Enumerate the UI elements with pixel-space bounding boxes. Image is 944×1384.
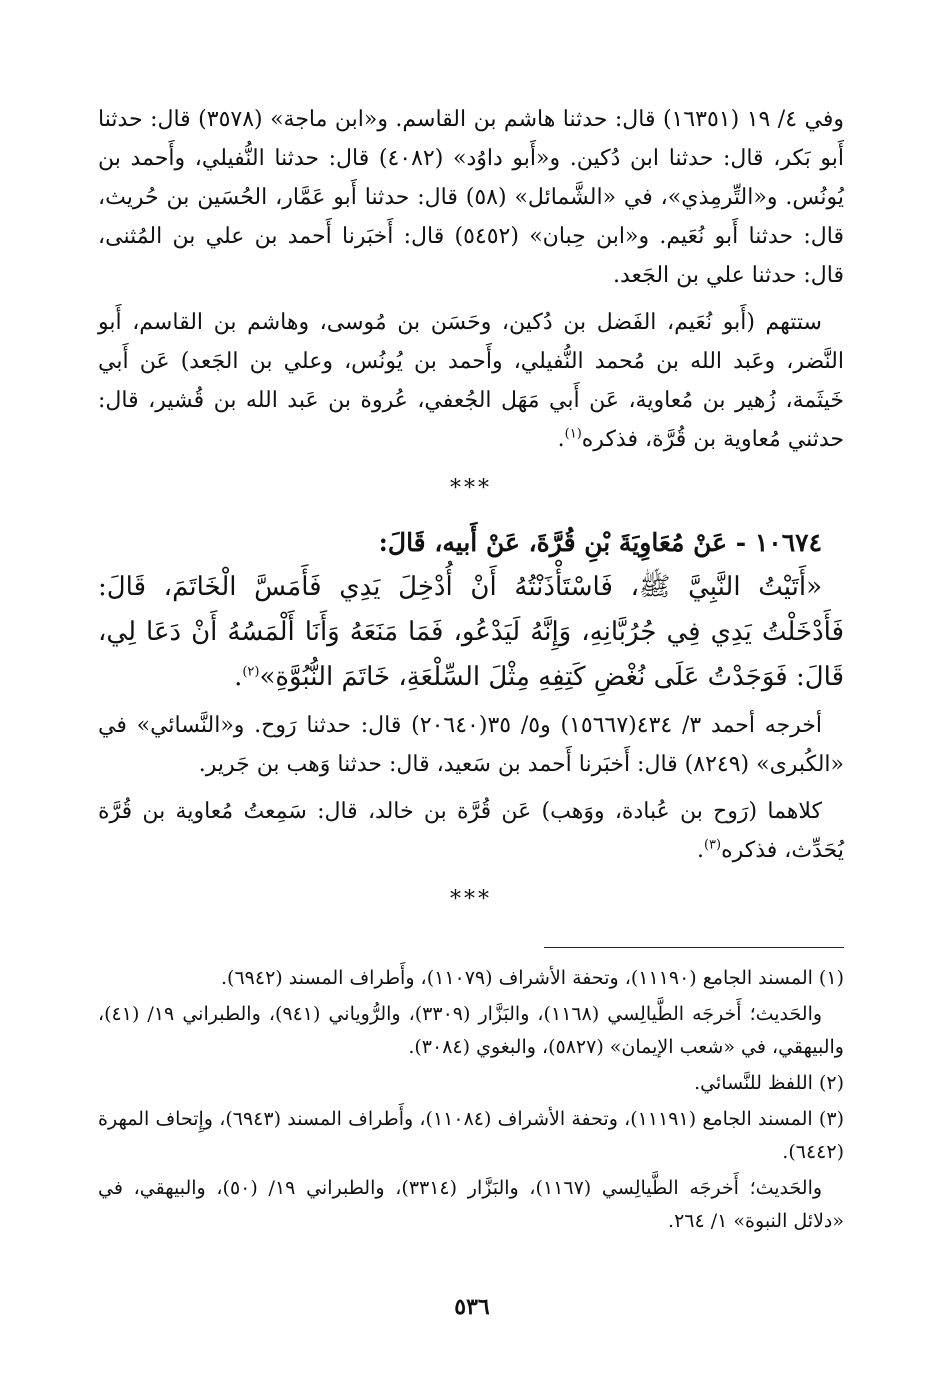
footnote-ref-3[interactable]: (٣) xyxy=(703,837,722,853)
footnote-3-continued: والحَديث؛ أَخرجَه الطَّيالِسي (١١٦٧)، والبَزَّار (٣٣١٤)، والطبراني ١٩/ (٥٠)، والبيهقي، في «دلائل النبوة» ١/ ٢٦٤. xyxy=(98,1177,844,1232)
section-separator-end: *** xyxy=(450,887,492,912)
main-text xyxy=(98,100,844,932)
paragraph-chain-end: . xyxy=(557,427,565,452)
footnote-3: (٣) المسند الجامع (١١١٩١)، وتحفة الأشراف (١١٠٨٤)، وأَطراف المسند (٦٩٤٣)، وإِتحاف المهرة (٦٤٤٢). xyxy=(98,1108,844,1163)
hadith-text-body: «أَتَيْتُ النَّبِيَّ ﷺ، فَاسْتَأْذَنْتُهُ أَنْ أُدْخِلَ يَدِي فَأَمَسَّ الْخَاتَمَ، قَالَ: فَأَدْخَلْتُ يَدِي فِي جُرُبَّانِهِ، وَإِنَّهُ لَيَدْعُو، فَمَا مَنَعَهُ وَأَنَا أَلْمَسُهُ أَنْ دَعَا لِي، قَالَ: فَوَجَدْتُ عَلَى نُغْضِ كَتِفِهِ مِثْلَ السِّلْعَةِ، خَاتَمَ النُّبُوَّةِ» xyxy=(98,572,844,692)
paragraph-takhrij: أخرجه أحمد ٣/ ٤٣٤(١٥٦٦٧) و٥/ ٣٥(٢٠٦٤٠) قال: حدثنا رَوح. و«النَّسائي» في «الكُبرى» (٨٢٤٩) قال: أَخبَرنا أَحمد بن سَعيد، قال: حدثنا وَهب بن جَرير. xyxy=(98,713,844,777)
footnotes xyxy=(98,962,844,1241)
footnote-divider xyxy=(544,947,844,948)
paragraph-both-text: كلاهما (رَوح بن عُبادة، ووَهب) عَن قُرَّة بن خالد، قال: سَمِعتُ مُعاوية بن قُرَّة يُحَدِّث، فذكره xyxy=(98,799,844,863)
footnote-2: (٢) اللفظ للنَّسائي. xyxy=(694,1072,844,1094)
paragraph-both-end: . xyxy=(696,838,704,863)
footnote-ref-1[interactable]: (١) xyxy=(564,426,582,442)
hadith-text-end: . xyxy=(234,662,243,692)
section-separator: *** xyxy=(450,476,492,501)
paragraph-both xyxy=(98,792,844,870)
page-number: ٥٣٦ xyxy=(454,1294,490,1320)
footnote-ref-2[interactable]: (٢) xyxy=(242,664,260,680)
paragraph-sources: وفي ٤/ ١٩ (١٦٣٥١) قال: حدثنا هاشم بن القاسم. و«ابن ماجة» (٣٥٧٨) قال: حدثنا أَبو بَكر، قال: حدثنا ابن دُكين. و«أَبو داوُد» (٤٠٨٢) قال: حدثنا النُّفيلي، وأَحمد بن يُونُس. و«التِّرمِذي»، في «الشَّمائل» (٥٨) قال: حدثنا أَبو عَمَّار، الحُسَين بن حُريث، قال: حدثنا أَبو نُعَيم. و«ابن حِبان» (٥٤٥٢) قال: أَخبَرنا أَحمد بن علي بن المُثنى، قال: حدثنا علي بن الجَعد. xyxy=(98,107,844,288)
paragraph-chain xyxy=(98,303,844,459)
footnote-1: (١) المسند الجامع (١١١٩٠)، وتحفة الأشراف (١١٠٧٩)، وأَطراف المسند (٦٩٤٢). xyxy=(221,967,844,989)
hadith-text xyxy=(98,565,844,700)
footnote-1-continued: والحَديث؛ أَخرجَه الطَّيالِسي (١١٦٨)، والبَزَّار (٣٣٠٩)، والرُّوياني (٩٤١)، والطبراني ١٩/ (٤١)، والبيهقي، في «شعب الإيمان» (٥٨٢٧)، والبغوي (٣٠٨٤). xyxy=(98,1003,844,1058)
hadith-heading: ١٠٦٧٤ - عَنْ مُعَاوِيَةَ بْنِ قُرَّةَ، عَنْ أَبيه، قَالَ: xyxy=(378,528,822,557)
paragraph-chain-text: ستتهم (أَبو نُعَيم، الفَضل بن دُكين، وحَسَن بن مُوسى، وهاشم بن القاسم، أَبو النَّضر، وعَبد الله بن مُحمد النُّفيلي، وأَحمد بن يُونُس، وعلي بن الجَعد) عَن أَبي خَيثَمة، زُهير بن مُعاوية، عَن أَبي مَهَل الجُعفي، عُروة بن عَبد الله بن قُشير، قال: حدثني مُعاوية بن قُرَّة، فذكره xyxy=(98,310,844,452)
